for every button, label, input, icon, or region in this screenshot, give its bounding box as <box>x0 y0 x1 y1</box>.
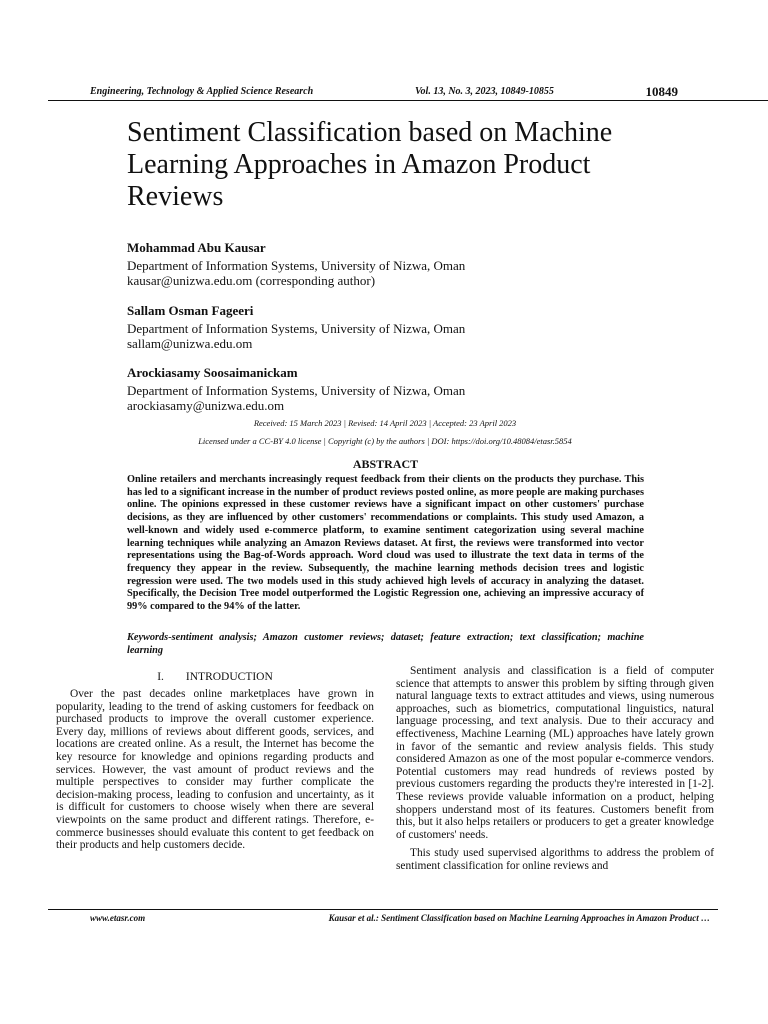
author-affiliation: Department of Information Systems, University of Nizwa, Oman <box>127 258 466 273</box>
author-block-2 <box>127 303 687 351</box>
volume-info: Vol. 13, No. 3, 2023, 10849-10855 <box>415 86 554 97</box>
journal-website[interactable]: www.etasr.com <box>90 913 146 923</box>
license-doi[interactable]: Licensed under a CC-BY 4.0 license | Copyright (c) by the authors | DOI: https://doi.org/10.48084/etasr.5854 <box>198 436 572 446</box>
abstract-heading: ABSTRACT <box>352 457 419 471</box>
right-column <box>396 665 714 879</box>
paragraph: Over the past decades online marketplaces have grown in popularity, leading to the trend of asking customers for feedback on purchased products to improve the overall customer experience. Every day, millions of reviews about different goods, services, and locations are created online. As a result, the Internet has become the key resource for knowledge and opinions regarding products and services. However, the vast amount of product reviews and the multiple perspectives to consider may further complicate the decision-making process, leading to confusion and uncertainty, as it is difficult for customers to choose wisely when there are several viewpoints on the same product and different ratings. Therefore, e-commerce businesses should evaluate this content to get feedback on their products and help customers decide. <box>56 688 374 852</box>
keywords: Keywords-sentiment analysis; Amazon customer reviews; dataset; feature extraction; text classification; machine learning <box>127 632 644 656</box>
author-name: Sallam Osman Fageeri <box>127 303 254 318</box>
author-block-1 <box>127 240 687 288</box>
paragraph: This study used supervised algorithms to address the problem of sentiment classification for online reviews and <box>396 847 714 872</box>
left-column <box>56 688 374 858</box>
submission-dates: Received: 15 March 2023 | Revised: 14 April 2023 | Accepted: 23 April 2023 <box>253 418 517 428</box>
author-affiliation: Department of Information Systems, University of Nizwa, Oman <box>127 383 466 398</box>
header-rule <box>48 100 768 101</box>
author-affiliation: Department of Information Systems, University of Nizwa, Oman <box>127 321 466 336</box>
paper-title: Sentiment Classification based on Machine Learning Approaches in Amazon Product Reviews <box>127 117 613 212</box>
section-heading <box>56 671 374 683</box>
author-email[interactable]: arockiasamy@unizwa.edu.om <box>127 398 285 413</box>
section-title: INTRODUCTION <box>185 671 273 683</box>
section-number: I. <box>157 671 164 683</box>
abstract-text: Online retailers and merchants increasingly request feedback from their clients on the products they purchase. This has led to a significant increase in the number of product reviews posted online, as more people are making purchases online. The opinions expressed in these customer reviews have a significant impact on other customers' purchase decisions, as they are influenced by other customers' recommendations or complaints. This study used Amazon, a well-known and widely used e-commerce platform, to examine sentiment categorization using several machine learning techniques while analyzing an Amazon Reviews dataset. At first, the reviews were transformed into vector representations using the Bag-of-Words approach. Word cloud was used to illustrate the text data in terms of the frequency they appear in the review. Subsequently, the machine learning methods decision trees and logistic regression were used. The two models used in this study achieved high levels of accuracy in analyzing the dataset. Specifically, the Decision Tree model outperformed the Logistic Regression one, achieving an impressive accuracy of 99% compared to the 94% of the latter. <box>127 474 644 613</box>
author-block-3 <box>127 365 687 413</box>
running-title: Kausar et al.: Sentiment Classification based on Machine Learning Approaches in Amazon Product … <box>328 913 710 923</box>
author-email[interactable]: sallam@unizwa.edu.om <box>127 336 253 351</box>
paragraph: Sentiment analysis and classification is a field of computer science that attempts to answer this problem by sifting through given natural language texts to extract attitudes and views, using numerous approaches, such as biometrics, computational linguistics, natural language processing, and text analysis. Due to their accuracy and effectiveness, Machine Learning (ML) approaches have lately grown in favor of the semantic and review analysis fields. This study considered Amazon as one of the most popular e-commerce vendors. Potential customers may read hundreds of reviews posted by previous customers regarding the products they're interested in [1-2]. These reviews provide valuable information on a product, helping shoppers understand most of its features. Customers benefit from this, but it also helps retailers or producers to get a greater knowledge of customers' needs. <box>396 665 714 841</box>
author-name: Arockiasamy Soosaimanickam <box>127 365 298 380</box>
journal-name: Engineering, Technology & Applied Science Research <box>90 86 314 97</box>
author-email[interactable]: kausar@unizwa.edu.om (corresponding author) <box>127 273 376 288</box>
author-name: Mohammad Abu Kausar <box>127 240 266 255</box>
footer-rule <box>48 909 718 910</box>
page-number: 10849 <box>645 84 678 99</box>
